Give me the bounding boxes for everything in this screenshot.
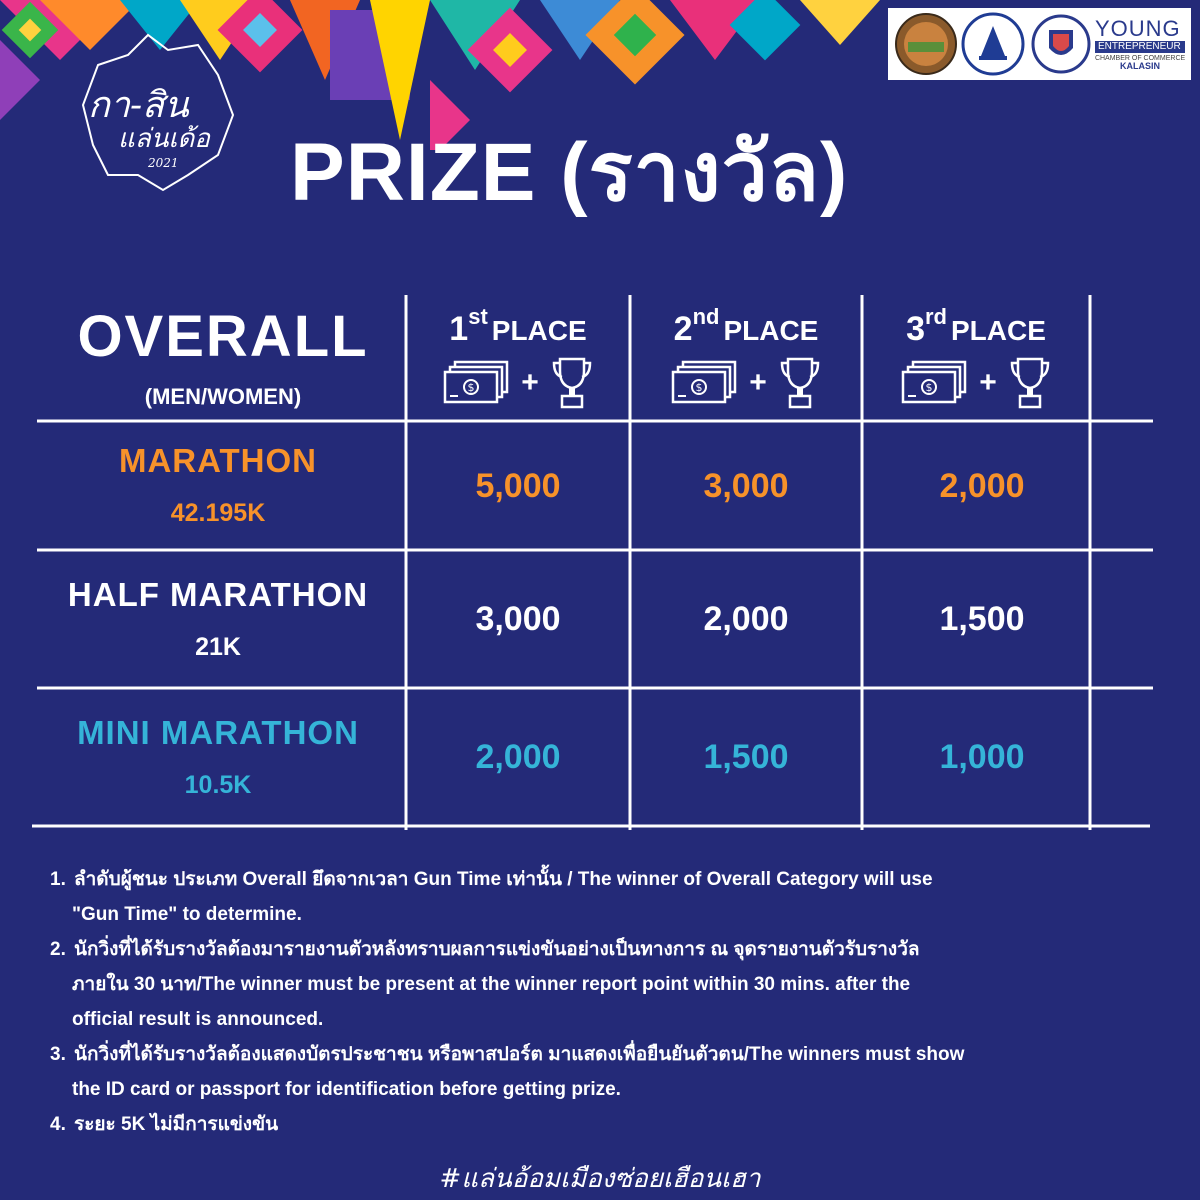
brand-line2: แล่นเด้อ (118, 124, 210, 154)
half-marathon-row-label (30, 553, 406, 686)
marathon-row-label (30, 424, 406, 548)
overall-title: OVERALL (77, 304, 369, 369)
half-marathon-name: HALF MARATHON (67, 575, 369, 613)
note-1: 1. ลำดับผู้ชนะ ประเภท Overall ยึดจากเวลา Gun Time เท่านั้น / The winner of Overall Category will use "Gun Time" to determine. (50, 869, 933, 925)
overall-subtitle: (MEN/WOMEN) (144, 384, 302, 409)
ye-chamber-text: CHAMBER OF COMMERCE (1094, 54, 1186, 62)
svg-text:$: $ (925, 381, 933, 394)
trophy-icon (1009, 356, 1051, 410)
third-place-label: 3rd PLACE (906, 304, 1046, 348)
cash-icon (901, 360, 967, 406)
first-place-label: 1st PLACE (449, 304, 587, 348)
rules-notes (50, 862, 1160, 1142)
mini-marathon-name: MINI MARATHON (77, 713, 359, 751)
sponsor-logos (888, 8, 1191, 80)
brand-line1: กา-สิน (88, 85, 189, 126)
trophy-icon (551, 356, 593, 410)
mini-marathon-first-prize: 2,000 (475, 738, 561, 776)
young-entrepreneur-logo (1029, 12, 1185, 76)
note-3: 3. นักวิ่งที่ได้รับรางวัลต้องแสดงบัตรประชาชน หรือพาสปอร์ต มาแสดงเพื่อยืนยันตัวตน/The winners must show the ID card or passport for identification before getting prize. (50, 1044, 965, 1100)
marathon-second-prize: 3,000 (703, 466, 789, 505)
plus-sign: + (521, 366, 539, 399)
ye-shield-icon (1029, 12, 1093, 76)
half-marathon-second-prize: 2,000 (703, 600, 789, 638)
tat-logo (961, 12, 1025, 76)
hashtag: #แล่นอ้อมเมืองซ่อยเฮือนเฮา (439, 1164, 761, 1194)
ye-kalasin-text: KALASIN (1120, 60, 1161, 71)
half-marathon-distance: 21K (195, 632, 241, 661)
svg-text:$: $ (695, 381, 703, 394)
ye-entrepreneur-text: ENTREPRENEUR (1095, 41, 1185, 53)
marathon-distance: 42.195K (170, 499, 266, 527)
svg-text:$: $ (467, 381, 475, 394)
brand-year: 2021 (148, 156, 179, 170)
half-marathon-first-prize: 3,000 (475, 600, 561, 638)
plus-sign: + (749, 366, 767, 399)
trophy-icon (779, 356, 821, 410)
ye-young-text: YOUNG (1094, 15, 1181, 41)
event-brand-logo (68, 25, 248, 205)
half-marathon-third-prize: 1,500 (939, 600, 1025, 638)
mini-marathon-third-prize: 1,000 (939, 738, 1025, 776)
first-place-header (406, 298, 630, 418)
cash-icon (443, 360, 509, 406)
third-place-header (862, 298, 1090, 418)
cash-icon (671, 360, 737, 406)
second-place-label: 2nd PLACE (673, 304, 819, 348)
note-4: 4. ระยะ 5K ไม่มีการแข่งขัน (50, 1114, 279, 1135)
mini-marathon-distance: 10.5K (184, 770, 252, 799)
plus-sign: + (979, 366, 997, 399)
marathon-name: MARATHON (118, 442, 318, 479)
mini-marathon-second-prize: 1,500 (703, 738, 789, 776)
second-place-header (630, 298, 862, 418)
marathon-first-prize: 5,000 (475, 466, 561, 505)
note-2: 2. นักวิ่งที่ได้รับรางวัลต้องมารายงานตัวหลังทราบผลการแข่งขันอย่างเป็นทางการ ณ จุดรายงานตัวรับรางวัล ภายใน 30 นาท/The winner must be present at the winner report point within 30 mins. after the official result is announced. (50, 939, 920, 1030)
overall-header (40, 300, 406, 418)
mini-marathon-row-label (30, 691, 406, 824)
province-seal-logo (894, 12, 958, 76)
page-title: PRIZE (รางวัล) (290, 127, 849, 218)
marathon-third-prize: 2,000 (939, 466, 1025, 505)
